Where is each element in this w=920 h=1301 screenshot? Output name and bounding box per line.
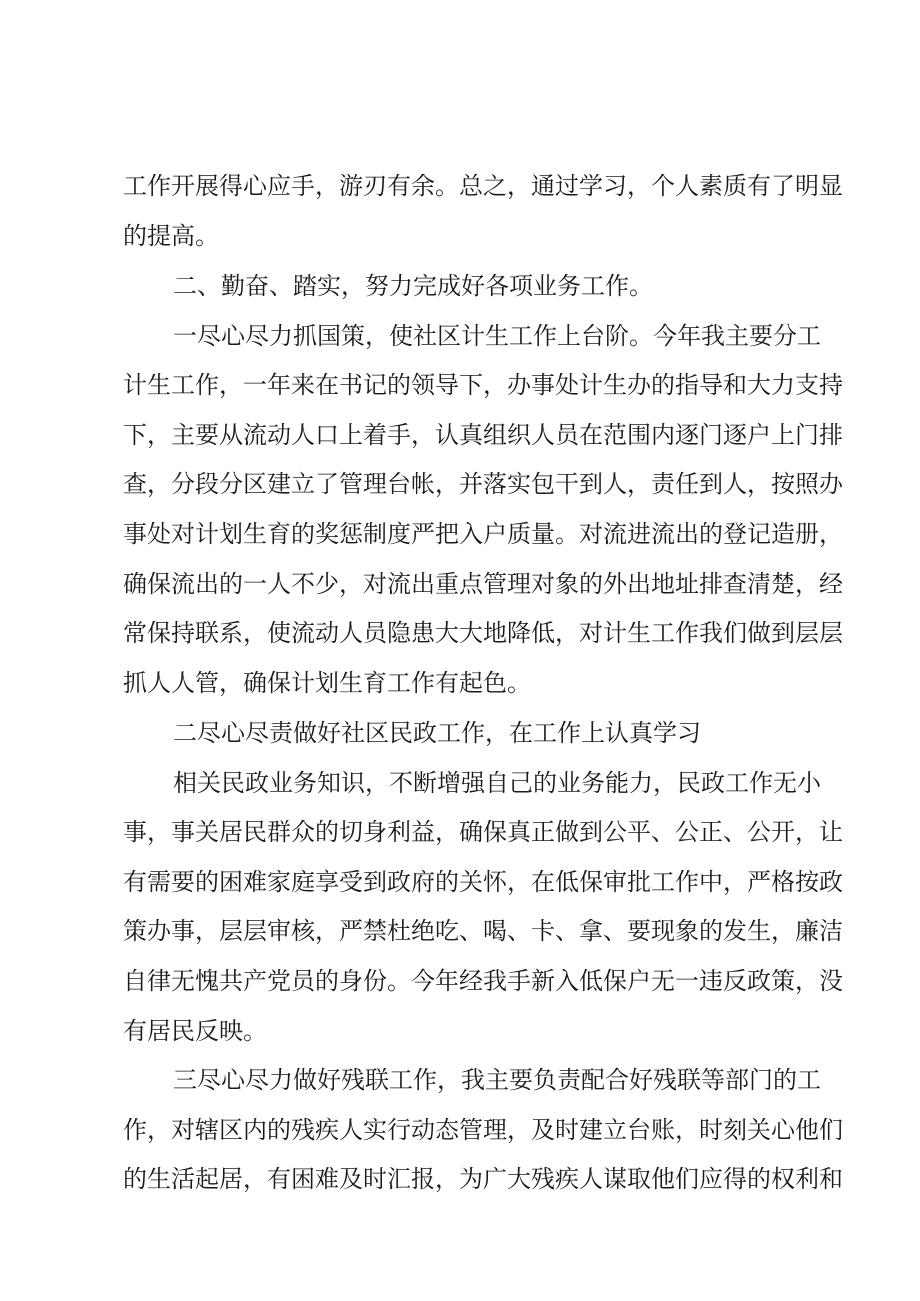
- text-line: 工作开展得心应手，游刃有余。总之，通过学习，个人素质有了明显: [123, 172, 843, 200]
- text-line: 自律无愧共产党员的身份。今年经我手新入低保户无一违反政策，没: [123, 967, 843, 995]
- text-line: 常保持联系，使流动人员隐患大大地降低，对计生工作我们做到层层: [123, 619, 843, 647]
- paragraph-first-line: 二尽心尽责做好社区民政工作，在工作上认真学习: [173, 719, 701, 747]
- text-line: 事处对计划生育的奖惩制度严把入户质量。对流进流出的登记造册，: [123, 520, 843, 548]
- section-heading: 二、勤奋、踏实，努力完成好各项业务工作。: [173, 272, 653, 300]
- text-line: 有居民反映。: [123, 1017, 267, 1045]
- text-line: 确保流出的一人不少，对流出重点管理对象的外出地址排查清楚，经: [123, 570, 843, 598]
- text-line: 事，事关居民群众的切身利益，确保真正做到公平、公正、公开，让: [123, 818, 843, 846]
- text-line: 的提高。: [123, 222, 219, 250]
- paragraph-first-line: 相关民政业务知识，不断增强自己的业务能力，民政工作无小: [173, 769, 821, 797]
- text-line: 计生工作，一年来在书记的领导下，办事处计生办的指导和大力支持: [123, 371, 843, 399]
- text-line: 作，对辖区内的残疾人实行动态管理，及时建立台账，时刻关心他们: [123, 1116, 843, 1144]
- text-line: 查，分段分区建立了管理台帐，并落实包干到人，责任到人，按照办: [123, 470, 843, 498]
- paragraph-first-line: 一尽心尽力抓国策，使社区计生工作上台阶。今年我主要分工: [173, 322, 821, 350]
- paragraph-first-line: 三尽心尽力做好残联工作，我主要负责配合好残联等部门的工: [173, 1066, 821, 1094]
- text-line: 下，主要从流动人口上着手，认真组织人员在范围内逐门逐户上门排: [123, 421, 843, 449]
- text-line: 有需要的困难家庭享受到政府的关怀，在低保审批工作中，严格按政: [123, 868, 843, 896]
- text-line: 的生活起居，有困难及时汇报，为广大残疾人谋取他们应得的权利和: [123, 1165, 843, 1193]
- text-line: 抓人人管，确保计划生育工作有起色。: [123, 669, 531, 697]
- text-line: 策办事，层层审核，严禁杜绝吃、喝、卡、拿、要现象的发生，廉洁: [123, 917, 843, 945]
